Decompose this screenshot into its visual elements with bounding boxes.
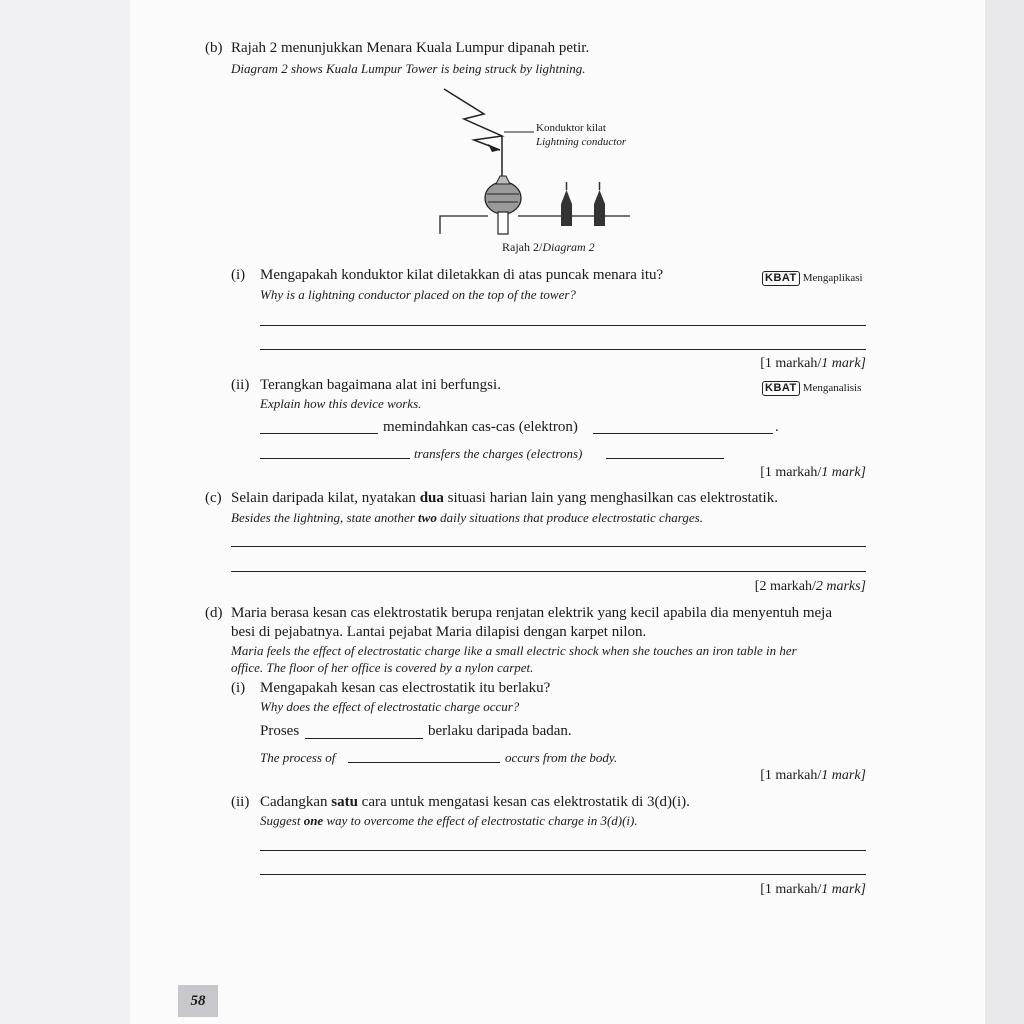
d-ii-text-ms: Cadangkan satu cara untuk mengatasi kesan cas elektrostatik di 3(d)(i). bbox=[260, 794, 690, 810]
tower-head bbox=[485, 182, 521, 214]
answer-line[interactable] bbox=[260, 874, 866, 875]
part-d-text-en-1: Maria feels the effect of electrostatic charge like a small electric shock when she touches an iron table in her bbox=[231, 643, 797, 658]
kl-tower-diagram bbox=[430, 86, 640, 238]
d-i-text-ms: Mengapakah kesan cas electrostatik itu berlaku? bbox=[260, 680, 551, 696]
d-ii-marks: [1 markah/1 mark] bbox=[760, 882, 866, 897]
b-i-text-en: Why is a lightning conductor placed on the top of the tower? bbox=[260, 287, 576, 302]
b-ii-text-ms: Terangkan bagaimana alat ini berfungsi. bbox=[260, 377, 501, 393]
lightning-bolt bbox=[444, 89, 502, 150]
d-i-fill-ms-post: berlaku daripada badan. bbox=[428, 723, 572, 739]
part-b-text-ms: Rajah 2 menunjukkan Menara Kuala Lumpur dipanah petir. bbox=[231, 40, 590, 56]
d-i-label: (i) bbox=[231, 680, 246, 696]
answer-line[interactable] bbox=[260, 325, 866, 326]
b-ii-fill-ms: memindahkan cas-cas (elektron) bbox=[383, 419, 578, 435]
b-i-label: (i) bbox=[231, 267, 246, 283]
answer-line[interactable] bbox=[606, 458, 724, 459]
d-i-fill-en-post: occurs from the body. bbox=[505, 750, 618, 765]
b-i-text-ms: Mengapakah konduktor kilat diletakkan di atas puncak menara itu? bbox=[260, 267, 664, 283]
answer-line[interactable] bbox=[231, 571, 866, 572]
diagram-label-ms: Konduktor kilat bbox=[536, 122, 606, 134]
part-d-label: (d) bbox=[205, 605, 223, 621]
part-d-text-ms-1: Maria berasa kesan cas elektrostatik berupa renjatan elektrik yang kecil apabila dia menyentuh meja bbox=[231, 605, 832, 621]
page-number: 58 bbox=[178, 985, 218, 1017]
d-i-fill-ms-pre: Proses bbox=[260, 723, 300, 739]
part-c-text-en: Besides the lightning, state another two daily situations that produce electrostatic charges. bbox=[231, 510, 703, 525]
b-ii-text-en: Explain how this device works. bbox=[260, 396, 422, 411]
answer-line[interactable] bbox=[260, 850, 866, 851]
answer-line[interactable] bbox=[231, 546, 866, 547]
part-c-text-ms: Selain daripada kilat, nyatakan dua situasi harian lain yang menghasilkan cas elektrostatik. bbox=[231, 490, 778, 506]
d-ii-text-en: Suggest one way to overcome the effect of electrostatic charge in 3(d)(i). bbox=[260, 813, 638, 828]
answer-line[interactable] bbox=[260, 349, 866, 350]
answer-line[interactable] bbox=[260, 433, 378, 434]
diagram-label-en: Lightning conductor bbox=[536, 136, 627, 148]
b-ii-kbat: KBAT Menganalisis bbox=[762, 378, 861, 396]
kbat-badge: KBAT bbox=[762, 271, 800, 286]
part-b-label: (b) bbox=[205, 40, 223, 56]
part-d-text-ms-2: besi di pejabatnya. Lantai pejabat Maria dilapisi dengan karpet nilon. bbox=[231, 624, 647, 640]
answer-line[interactable] bbox=[305, 738, 423, 739]
part-c-marks: [2 markah/2 marks] bbox=[754, 579, 866, 594]
answer-line[interactable] bbox=[348, 762, 500, 763]
b-i-kbat: KBAT Mengaplikasi bbox=[762, 268, 863, 286]
b-i-marks: [1 markah/1 mark] bbox=[760, 356, 866, 371]
kbat-badge: KBAT bbox=[762, 381, 800, 396]
d-i-marks: [1 markah/1 mark] bbox=[760, 768, 866, 783]
part-b-text-en: Diagram 2 shows Kuala Lumpur Tower is being struck by lightning. bbox=[231, 61, 586, 76]
b-ii-fill-en: transfers the charges (electrons) bbox=[414, 446, 583, 461]
d-i-fill-en-pre: The process of bbox=[260, 750, 336, 765]
page-edge bbox=[985, 0, 1024, 1024]
d-i-text-en: Why does the effect of electrostatic charge occur? bbox=[260, 699, 520, 714]
part-d-text-en-2: office. The floor of her office is covered by a nylon carpet. bbox=[231, 660, 534, 675]
period: . bbox=[775, 419, 779, 435]
d-ii-label: (ii) bbox=[231, 794, 250, 810]
twin-towers bbox=[561, 182, 605, 226]
answer-line[interactable] bbox=[593, 433, 773, 434]
part-c-label: (c) bbox=[205, 490, 222, 506]
diagram-caption: Rajah 2/Diagram 2 bbox=[502, 240, 595, 254]
answer-line[interactable] bbox=[260, 458, 410, 459]
b-ii-label: (ii) bbox=[231, 377, 250, 393]
b-ii-marks: [1 markah/1 mark] bbox=[760, 465, 866, 480]
